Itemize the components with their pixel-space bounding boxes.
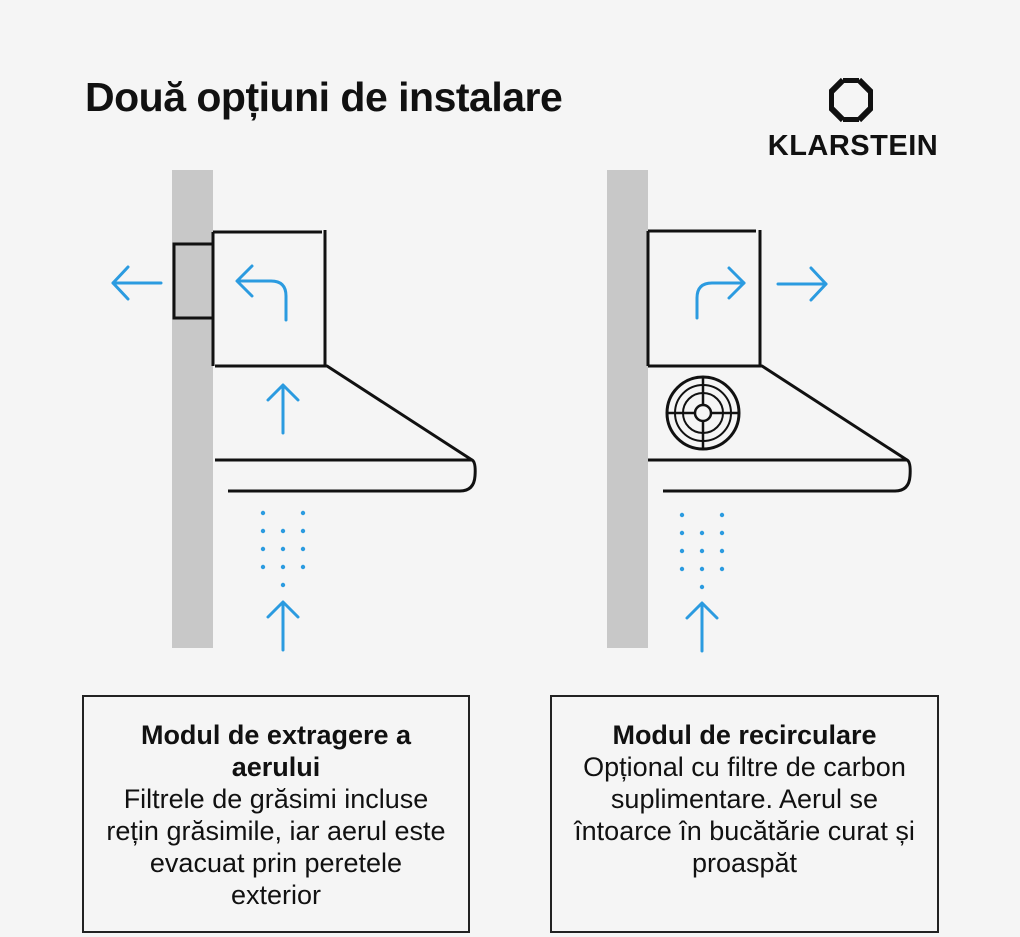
extraction-mode-illustration <box>113 170 475 650</box>
curved-arrow-right-icon <box>697 268 744 318</box>
wall-left <box>172 170 213 648</box>
extraction-mode-description: Filtrele de grăsimi incluse rețin grăsimile, iar aerul este evacuat prin peretele exterior <box>106 784 446 910</box>
recirculation-mode-illustration <box>607 170 910 651</box>
page-title: Două opțiuni de instalare <box>85 74 563 120</box>
curved-arrow-left-icon <box>237 266 286 320</box>
fan-icon <box>667 377 739 449</box>
arrow-up-icon <box>268 385 298 433</box>
recirculation-mode-card <box>550 695 939 933</box>
rising-air-dots-left <box>261 511 305 587</box>
extraction-mode-title: Modul de extragere a aerului <box>140 720 412 782</box>
wall-right <box>607 170 648 648</box>
extraction-mode-card <box>82 695 470 933</box>
rising-air-dots-right <box>680 513 724 589</box>
recirculation-mode-description: Opțional cu filtre de carbon suplimentare. Aerul se întoarce în bucătărie curat și proaspăt <box>574 752 915 878</box>
hood-body-right <box>648 366 910 491</box>
hood-chimney-left <box>213 230 325 366</box>
arrow-up-icon <box>687 603 717 651</box>
arrow-right-icon <box>778 268 826 300</box>
hood-chimney-right <box>648 230 760 366</box>
brand-name: KLARSTEIN <box>767 130 939 162</box>
arrow-left-icon <box>113 267 161 299</box>
hood-body-left <box>215 366 475 491</box>
arrow-up-icon <box>268 602 298 650</box>
recirculation-mode-title: Modul de recirculare <box>612 720 877 750</box>
